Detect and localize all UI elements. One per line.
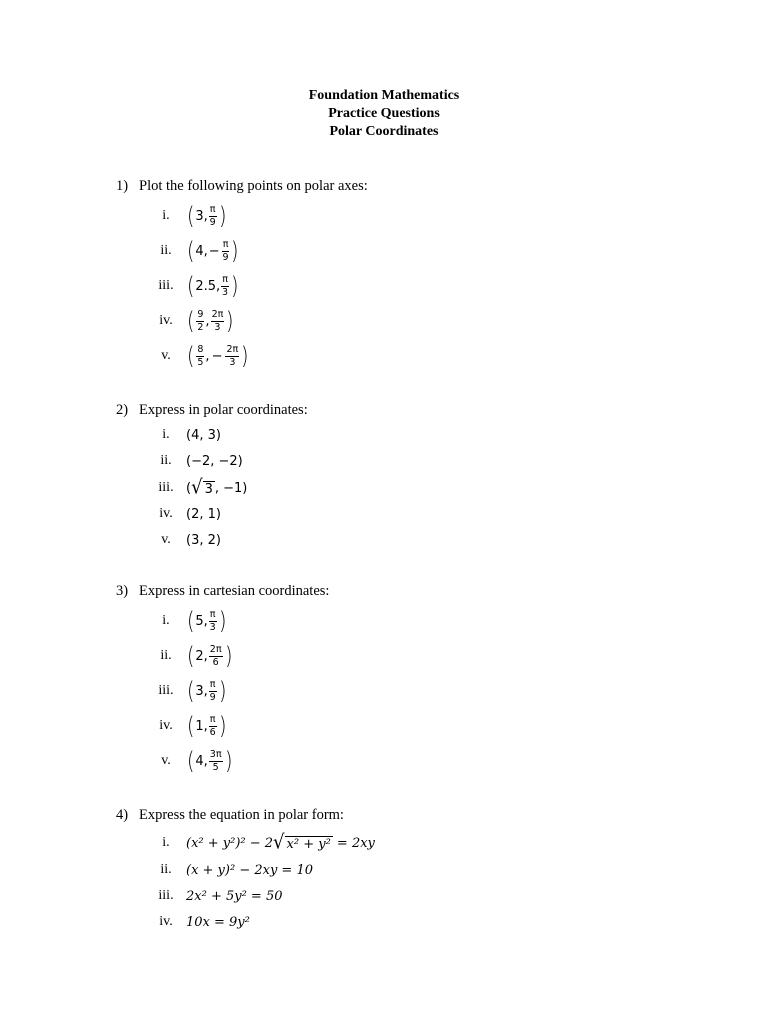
question-4 bbox=[116, 807, 344, 824]
radius-value: 2, bbox=[195, 648, 208, 664]
radius-value: 3, bbox=[195, 683, 208, 699]
math-expression: ( 4, − $\frac{\pi}{9}$ ) bbox=[186, 237, 239, 265]
item-numeral: v. bbox=[161, 348, 171, 363]
item-numeral: iii. bbox=[158, 888, 174, 903]
fraction-denominator: 6 bbox=[209, 726, 216, 738]
math-expression: (4, 3) bbox=[186, 427, 221, 443]
angle-fraction bbox=[209, 750, 223, 772]
fraction-numerator: π bbox=[209, 609, 216, 620]
question-text: Express in polar coordinates: bbox=[139, 402, 308, 418]
minus-sign: − bbox=[208, 243, 220, 259]
square-root: √ x² + y² bbox=[273, 830, 331, 854]
item-numeral: iii. bbox=[158, 278, 174, 293]
question-2 bbox=[116, 402, 308, 419]
radius-value: 2.5, bbox=[195, 278, 221, 294]
fraction-numerator: 2π bbox=[209, 644, 222, 655]
fraction-denominator: 9 bbox=[222, 251, 229, 263]
list-item bbox=[146, 448, 243, 474]
question-text: Express in cartesian coordinates: bbox=[139, 583, 330, 599]
fraction-numerator: π bbox=[222, 239, 229, 250]
item-numeral: v. bbox=[161, 532, 171, 547]
fraction-denominator: 3 bbox=[222, 286, 229, 298]
math-expression: ( 3, $\frac{\pi}{9}$ ) bbox=[186, 677, 226, 705]
item-numeral: ii. bbox=[160, 862, 172, 877]
fraction-denominator: 5 bbox=[197, 356, 204, 368]
fraction-denominator: 9 bbox=[209, 216, 216, 228]
minus-sign: − bbox=[211, 348, 223, 364]
item-numeral: i. bbox=[162, 427, 170, 442]
radicand: x² + y² bbox=[286, 837, 331, 852]
angle-fraction bbox=[209, 205, 217, 227]
radius-fraction bbox=[196, 345, 204, 367]
item-numeral: i. bbox=[162, 208, 170, 223]
math-expression: ( 4, $\frac{3\pi}{5}$ ) bbox=[186, 747, 232, 775]
square-root: √ 3 bbox=[191, 475, 213, 499]
fraction-numerator: 2π bbox=[226, 344, 239, 355]
radicand: 3 bbox=[204, 482, 213, 497]
math-expression: ( 2, $\frac{2\pi}{6}$ ) bbox=[186, 642, 232, 670]
fraction-numerator: 8 bbox=[197, 344, 204, 355]
math-remainder: , −1) bbox=[214, 480, 248, 496]
radius-value: 3, bbox=[195, 208, 208, 224]
list-item bbox=[146, 422, 221, 448]
radius-value: 4, bbox=[195, 753, 208, 769]
fraction-numerator: 2π bbox=[211, 309, 224, 320]
angle-fraction bbox=[209, 645, 223, 667]
item-numeral: iii. bbox=[158, 480, 174, 495]
list-item bbox=[146, 883, 283, 909]
list-item bbox=[146, 909, 250, 935]
item-numeral: iv. bbox=[159, 506, 173, 521]
item-numeral: iv. bbox=[159, 914, 173, 929]
math-expression: ( 5, $\frac{\pi}{3}$ ) bbox=[186, 607, 226, 635]
fraction-denominator: 5 bbox=[212, 761, 219, 773]
item-numeral: v. bbox=[161, 753, 171, 768]
math-expression: ( $\frac{9}{2}$ , $\frac{2\pi}{3}$ ) bbox=[186, 307, 234, 335]
item-numeral: iii. bbox=[158, 683, 174, 698]
angle-fraction bbox=[222, 240, 230, 262]
list-item bbox=[146, 272, 239, 300]
list-item bbox=[146, 475, 248, 501]
item-numeral: iv. bbox=[159, 313, 173, 328]
list-item bbox=[146, 830, 375, 856]
list-item bbox=[146, 501, 221, 527]
list-item bbox=[146, 857, 313, 883]
angle-fraction bbox=[209, 715, 217, 737]
list-item bbox=[146, 237, 239, 265]
equation-left: (x² + y²)² − 2 bbox=[186, 835, 274, 851]
question-text: Plot the following points on polar axes: bbox=[139, 178, 368, 194]
fraction-denominator: 2 bbox=[197, 321, 204, 333]
math-expression: ( 2.5, $\frac{\pi}{3}$ ) bbox=[186, 272, 239, 300]
list-item bbox=[146, 202, 226, 230]
fraction-denominator: 3 bbox=[229, 356, 236, 368]
fraction-numerator: π bbox=[209, 204, 216, 215]
math-expression: (x + y)² − 2xy = 10 bbox=[186, 862, 313, 878]
fraction-denominator: 3 bbox=[209, 621, 216, 633]
fraction-numerator: 9 bbox=[197, 309, 204, 320]
fraction-numerator: π bbox=[209, 679, 216, 690]
fraction-denominator: 3 bbox=[214, 321, 221, 333]
question-text: Express the equation in polar form: bbox=[139, 807, 344, 823]
radius-value: 5, bbox=[195, 613, 208, 629]
course-title: Foundation Mathematics bbox=[308, 88, 460, 103]
math-expression: 2x² + 5y² = 50 bbox=[186, 888, 283, 904]
radius-fraction bbox=[196, 310, 204, 332]
question-number: 3) bbox=[116, 583, 129, 599]
sheet-subtitle: Practice Questions bbox=[328, 106, 440, 121]
fraction-numerator: π bbox=[222, 274, 228, 285]
question-number: 1) bbox=[116, 178, 129, 194]
math-expression: 10x = 9y² bbox=[186, 914, 250, 930]
list-item bbox=[146, 712, 226, 740]
radius-value: 4, bbox=[195, 243, 208, 259]
fraction-denominator: 9 bbox=[209, 691, 216, 703]
equation-right: = 2xy bbox=[332, 835, 375, 851]
list-item bbox=[146, 677, 226, 705]
math-expression: ( $\frac{8}{5}$ , − $\frac{2\pi}{3}$ ) bbox=[186, 342, 249, 370]
item-numeral: ii. bbox=[160, 453, 172, 468]
fraction-numerator: π bbox=[209, 714, 216, 725]
worksheet-header bbox=[0, 87, 768, 141]
question-3 bbox=[116, 583, 329, 600]
math-expression: (2, 1) bbox=[186, 506, 221, 522]
item-numeral: ii. bbox=[160, 648, 172, 663]
math-expression: ( 1, $\frac{\pi}{6}$ ) bbox=[186, 712, 226, 740]
angle-fraction bbox=[211, 310, 225, 332]
angle-fraction bbox=[221, 275, 229, 297]
question-number: 4) bbox=[116, 807, 129, 823]
angle-fraction bbox=[209, 610, 217, 632]
list-item bbox=[146, 607, 226, 635]
math-expression: (−2, −2) bbox=[186, 453, 243, 469]
fraction-numerator: 3π bbox=[209, 749, 222, 760]
radius-value: 1, bbox=[195, 718, 208, 734]
item-numeral: i. bbox=[162, 613, 170, 628]
angle-fraction bbox=[209, 680, 217, 702]
math-expression: (3, 2) bbox=[186, 532, 221, 548]
math-expression bbox=[186, 475, 248, 499]
open-paren: ( bbox=[186, 480, 192, 496]
item-numeral: ii. bbox=[160, 243, 172, 258]
question-number: 2) bbox=[116, 402, 129, 418]
angle-fraction bbox=[225, 345, 239, 367]
item-numeral: i. bbox=[162, 835, 170, 850]
list-item bbox=[146, 527, 221, 553]
topic-title: Polar Coordinates bbox=[329, 124, 439, 139]
question-1 bbox=[116, 178, 368, 195]
fraction-denominator: 6 bbox=[212, 656, 219, 668]
math-expression bbox=[186, 830, 375, 854]
math-expression: ( 3, $\frac{\pi}{9}$ ) bbox=[186, 202, 226, 230]
item-numeral: iv. bbox=[159, 718, 173, 733]
